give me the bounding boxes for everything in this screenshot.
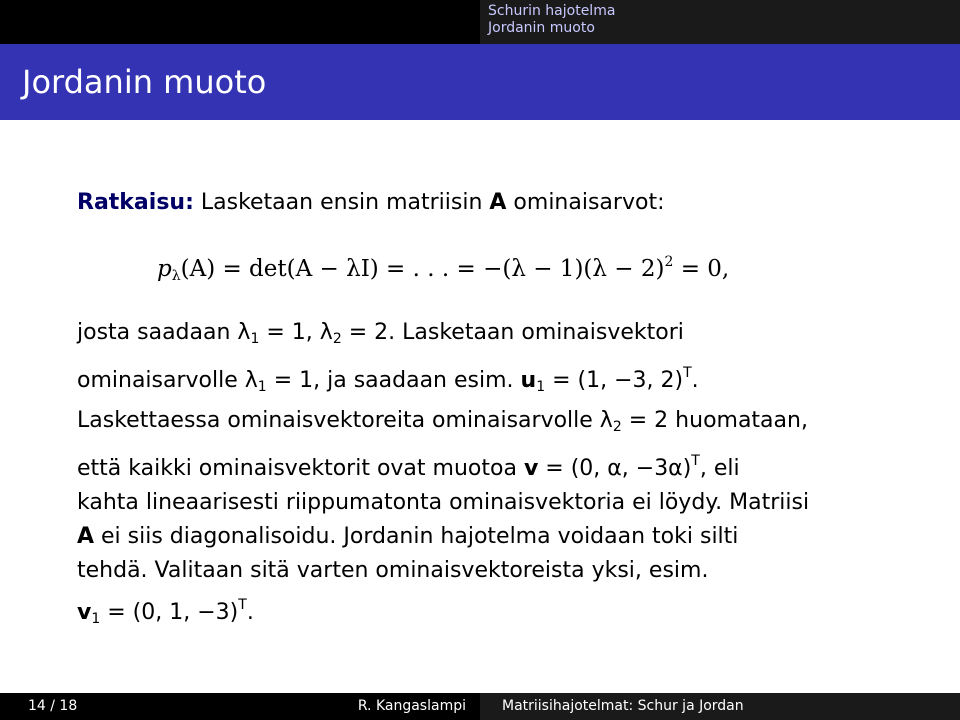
footline-left: [0, 693, 480, 720]
subscript: 1: [250, 331, 260, 347]
text: Laskettaessa ominaisvektoreita ominaisarvolle λ: [77, 408, 613, 433]
frame-title: Jordanin muoto: [0, 44, 960, 120]
superscript: T: [683, 365, 692, 381]
solution-label: Ratkaisu:: [77, 190, 194, 215]
text: = (1, −3, 2): [545, 368, 684, 393]
text: josta saadaan λ: [77, 320, 251, 345]
text: = (0, α, −3α): [538, 456, 692, 481]
vector-v1: v: [77, 600, 92, 625]
text: = 2 huomataan,: [621, 408, 808, 433]
subscript: 2: [612, 419, 622, 435]
para-line-4: [77, 444, 897, 486]
eq-end: = 0,: [673, 256, 730, 282]
eq-sup: 2: [664, 254, 674, 270]
text: = 1, ja saadaan esim.: [266, 368, 521, 393]
lead-text-1: Lasketaan ensin matriisin: [193, 190, 490, 215]
footline-bar: [0, 693, 960, 720]
section-link[interactable]: Schurin hajotelma: [488, 3, 616, 19]
text: .: [246, 600, 254, 625]
author: R. Kangaslampi: [357, 698, 466, 714]
para-line-3: [77, 404, 897, 444]
eq-sub: λ: [171, 268, 181, 284]
text: = 1, λ: [259, 320, 333, 345]
para-line-7: [77, 554, 897, 588]
eq-p: p: [157, 256, 172, 282]
text: ominaisarvolle λ: [77, 368, 258, 393]
lead-line: [77, 186, 897, 220]
text: ei siis diagonalisoidu. Jordanin hajotelma voidaan toki silti: [94, 524, 739, 549]
subscript: 2: [332, 331, 342, 347]
headline-bar: [0, 0, 960, 44]
text: että kaikki ominaisvektorit ovat muotoa: [77, 456, 524, 481]
matrix-a: A: [489, 190, 507, 215]
subscript: 1: [536, 379, 546, 395]
headline-right: [480, 0, 960, 44]
text: = 2. Lasketaan ominaisvektori: [341, 320, 684, 345]
page-number: 14 / 18: [28, 698, 78, 714]
footline-right: [480, 693, 960, 720]
para-line-1: [77, 316, 897, 356]
eq-rest: (A) = det(A − λI) = . . . = −(λ − 1)(λ − 2): [180, 256, 665, 282]
para-line-6: [77, 520, 897, 554]
subscript: 1: [257, 379, 267, 395]
para-line-8: [77, 588, 897, 636]
slide-content: [77, 186, 897, 636]
para-line-5: [77, 486, 897, 520]
headline-left: [0, 0, 480, 44]
superscript: T: [691, 453, 700, 469]
text: kahta lineaarisesti riippumatonta ominaisvektoria ei löydy. Matriisi: [77, 490, 810, 515]
vector-v: v: [523, 456, 539, 481]
text: = (0, 1, −3): [100, 600, 239, 625]
lead-text-2: ominaisarvot:: [506, 190, 665, 215]
subscript: 1: [91, 611, 101, 627]
text: , eli: [699, 456, 740, 481]
subsection-link[interactable]: Jordanin muoto: [488, 20, 595, 36]
text: tehdä. Valitaan sitä varten ominaisvektoreista yksi, esim.: [77, 558, 709, 583]
characteristic-polynomial: [157, 242, 897, 296]
para-line-2: [77, 356, 897, 404]
vector-u: u: [520, 368, 537, 393]
presentation-title: Matriisihajotelmat: Schur ja Jordan: [502, 698, 744, 714]
text: .: [691, 368, 699, 393]
superscript: T: [238, 597, 247, 613]
matrix-a: A: [77, 524, 95, 549]
